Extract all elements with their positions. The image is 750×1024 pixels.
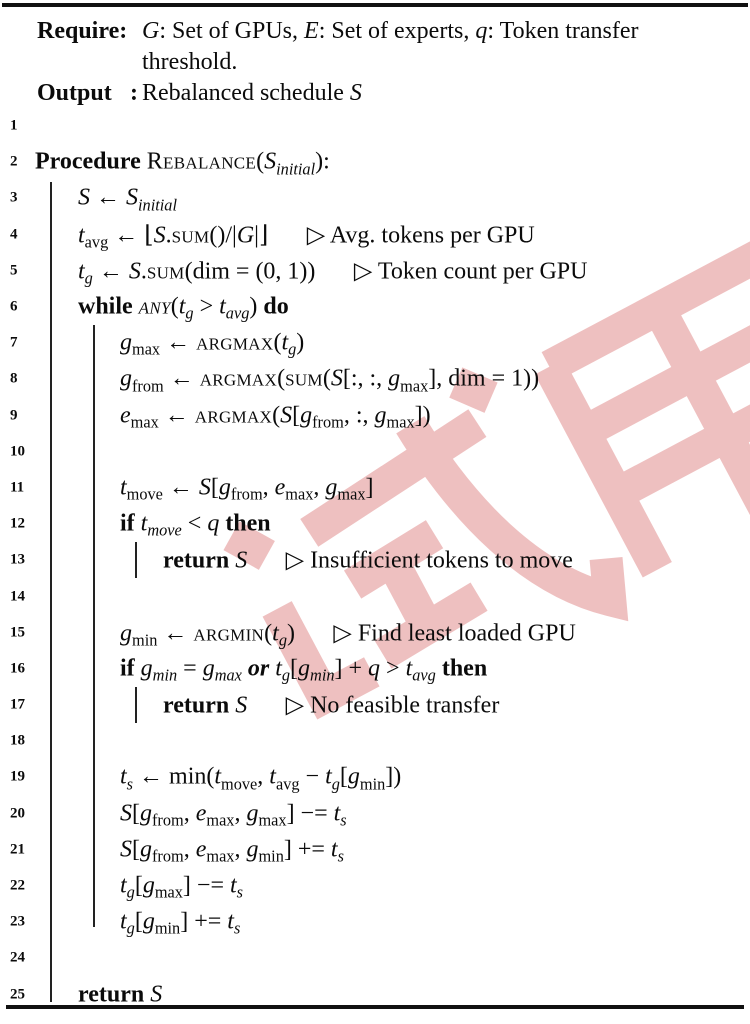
line-content [35, 149, 330, 176]
line-content [120, 330, 304, 357]
code-token: [ [339, 763, 348, 790]
code-token: t [229, 872, 237, 899]
code-token: t [178, 293, 186, 320]
code-token: . [140, 258, 147, 285]
line-number: 22 [10, 877, 25, 894]
code-token: t [140, 510, 148, 537]
code-token: [ [134, 872, 143, 899]
algorithm-line [0, 687, 750, 723]
code-token: t [330, 836, 338, 863]
code-token: t [333, 800, 341, 827]
line-number: 17 [10, 696, 25, 713]
code-token: return [163, 547, 236, 574]
code-token: min [359, 774, 386, 794]
code-token: max [285, 484, 314, 504]
algorithm-line [0, 325, 750, 361]
code-token: g [126, 918, 135, 938]
inline-comment: ▷ Avg. tokens per GPU [306, 222, 535, 249]
code-token: [ [210, 474, 219, 501]
code-token: g [374, 402, 387, 429]
code-token: t [272, 620, 279, 647]
line-number: 23 [10, 913, 25, 930]
code-token: argmax [199, 365, 278, 392]
algorithm-line [0, 180, 750, 216]
algorithm-line [0, 977, 750, 1013]
code-token: S [235, 547, 248, 574]
line-content [120, 800, 347, 830]
code-token: > [380, 655, 406, 682]
code-token: g [142, 908, 155, 935]
line-number: 24 [10, 949, 25, 966]
code-token: from [312, 412, 344, 432]
inline-comment: ▷ Token count per GPU [353, 258, 588, 285]
code-token: g [298, 655, 311, 682]
code-token: , [257, 763, 270, 790]
code-token: [ [290, 655, 299, 682]
algorithm-line [0, 434, 750, 470]
code-token: g [246, 836, 259, 863]
algorithm-line [0, 759, 750, 795]
code-token: : Token transfer threshold. [142, 18, 639, 75]
line-content [120, 618, 576, 650]
line-content [120, 365, 540, 396]
code-token: , [234, 800, 247, 827]
line-number: 14 [10, 588, 25, 605]
code-token: g [331, 774, 340, 794]
line-number: 16 [10, 660, 25, 677]
code-token: S [330, 365, 343, 392]
code-token: g [278, 630, 287, 650]
line-content [78, 981, 162, 1008]
algorithm-line [0, 506, 750, 542]
code-token: avg [84, 232, 109, 252]
code-token: ) [249, 293, 264, 320]
line-content [78, 220, 535, 252]
code-token: max [386, 412, 415, 432]
output-content [142, 78, 647, 109]
algorithm-line [0, 398, 750, 434]
code-token: g [281, 665, 291, 685]
code-token: if [120, 655, 141, 682]
code-token: . [165, 222, 172, 249]
code-token: q [368, 655, 381, 682]
algorithm-line [0, 940, 750, 976]
code-token: Rebalance [146, 148, 257, 175]
algorithm-line [0, 832, 750, 868]
code-token: ← [157, 620, 194, 647]
code-token: max [206, 810, 235, 830]
code-token: max [206, 846, 235, 866]
code-token: ( [273, 329, 282, 356]
code-token: t [120, 908, 127, 935]
code-token: if [120, 510, 141, 537]
code-token: ( [277, 365, 286, 392]
code-token: t [281, 329, 289, 356]
code-token: e [120, 402, 131, 429]
code-token: g [140, 836, 152, 863]
code-token: any [138, 293, 171, 320]
line-content [78, 184, 177, 215]
algorithm-line [0, 253, 750, 289]
code-token: g [120, 365, 132, 392]
code-token: return [163, 692, 236, 719]
code-token: from [152, 846, 184, 866]
code-token: from [230, 484, 263, 504]
line-content [120, 511, 271, 538]
code-token: [ [132, 800, 140, 827]
code-token: g [140, 800, 152, 827]
line-number: 5 [10, 262, 18, 279]
code-token: : Set of GPUs, [159, 18, 305, 44]
code-token: − [299, 763, 326, 790]
code-token: return [78, 981, 151, 1008]
line-number: 12 [10, 515, 25, 532]
code-token: argmax [194, 402, 273, 429]
code-token: or [241, 655, 276, 682]
line-number: 6 [10, 298, 18, 315]
code-token: g [388, 365, 401, 392]
code-token: > [193, 293, 220, 320]
code-token: ): [315, 148, 330, 175]
code-token: ← [162, 474, 199, 501]
code-token: argmin [193, 620, 265, 647]
code-token: ] −= [182, 872, 230, 899]
inline-comment: ▷ Find least loaded GPU [333, 620, 576, 647]
line-number: 9 [10, 407, 18, 424]
code-token: avg [275, 774, 300, 794]
code-token: : Set of experts, [318, 18, 476, 44]
algorithm-line [0, 723, 750, 759]
code-token: from [132, 376, 164, 396]
code-token: min [310, 665, 335, 685]
output-label: Output : [37, 80, 138, 106]
code-token: ← [92, 258, 129, 285]
code-token: ) [296, 329, 305, 356]
inline-comment: ▷ Insufficient tokens to move [285, 547, 573, 574]
algorithm-line [0, 615, 750, 651]
code-token: g [120, 329, 132, 356]
code-token: [ [132, 836, 140, 863]
code-token: ]) [414, 402, 431, 429]
line-number: 21 [10, 841, 25, 858]
line-number: 7 [10, 334, 18, 351]
code-token: max [154, 882, 183, 902]
code-token: max [337, 484, 366, 504]
code-token: ] −= [286, 800, 334, 827]
line-content [120, 873, 243, 900]
algorithm-line [0, 542, 750, 578]
algorithm-header [37, 16, 713, 109]
inline-comment: ▷ No feasible transfer [285, 692, 500, 719]
code-token: from [152, 810, 184, 830]
code-token: S [150, 981, 163, 1008]
line-number: 10 [10, 443, 25, 460]
code-token: [:, :, [342, 365, 389, 392]
code-token: min [154, 918, 181, 938]
line-number: 11 [10, 479, 25, 496]
code-token: avg [225, 303, 250, 323]
algorithm-line [0, 289, 750, 325]
code-token: , [183, 800, 196, 827]
code-token: S [128, 258, 141, 285]
algorithm-line [0, 108, 750, 144]
code-token: , [313, 474, 326, 501]
code-token: g [202, 655, 215, 682]
code-token: t [78, 258, 85, 285]
code-token: t [120, 872, 127, 899]
line-content [120, 763, 402, 794]
algorithm-line [0, 796, 750, 832]
code-token: G [236, 222, 255, 249]
code-token: initial [138, 195, 177, 215]
code-token: [ [134, 908, 143, 935]
line-content [163, 691, 499, 720]
code-token: g [347, 763, 360, 790]
code-token: e [195, 836, 207, 863]
line-content [120, 909, 240, 936]
line-number: 8 [10, 370, 18, 387]
algorithm-line [0, 144, 750, 180]
code-token: max [130, 412, 159, 432]
line-content [163, 546, 573, 575]
line-number: 15 [10, 624, 25, 641]
algorithm-line [0, 651, 750, 687]
code-token: ( [272, 402, 281, 429]
code-token: ] [365, 474, 374, 501]
algorithm-line [0, 904, 750, 940]
algorithm-line [0, 868, 750, 904]
top-rule [2, 3, 748, 7]
code-token: ( [256, 148, 265, 175]
code-token: Procedure [35, 148, 147, 175]
code-token: then [441, 655, 488, 682]
code-token: max [400, 376, 429, 396]
line-number: 25 [10, 986, 25, 1003]
require-row [37, 16, 713, 78]
code-token: min [258, 846, 284, 866]
code-token: S [349, 80, 362, 106]
line-number: 2 [10, 153, 18, 170]
code-token: move [126, 484, 163, 504]
require-content [142, 16, 647, 78]
code-token: max [258, 810, 287, 830]
code-token: g [246, 800, 259, 827]
code-token: ← [160, 329, 197, 356]
code-token: g [142, 872, 155, 899]
code-token: initial [276, 159, 316, 178]
line-number: 19 [10, 768, 25, 785]
line-content [120, 402, 431, 432]
code-token: < [181, 510, 208, 537]
algorithm-line [0, 217, 750, 253]
code-token: ← [163, 365, 200, 392]
code-token: Rebalanced schedule [142, 80, 350, 106]
code-token: q [475, 18, 488, 44]
code-token: ( [322, 365, 331, 392]
code-token: ] + [334, 655, 369, 682]
code-token: S [78, 184, 90, 211]
line-content [120, 655, 488, 685]
algorithm-line [0, 470, 750, 506]
code-token: move [221, 774, 258, 794]
code-token: |⌋ [254, 222, 269, 249]
code-token: avg [412, 665, 436, 685]
code-token: t [219, 293, 226, 320]
line-number: 13 [10, 551, 25, 568]
code-token: S [280, 402, 293, 429]
algorithm-line [0, 361, 750, 397]
code-token: sum [171, 222, 210, 249]
code-token: S [120, 836, 132, 863]
code-token: ] += [180, 908, 228, 935]
code-token: max [132, 339, 161, 359]
code-token: g [218, 474, 231, 501]
code-token: t [325, 763, 332, 790]
algorithm-lines [0, 108, 750, 1013]
code-token: g [300, 402, 313, 429]
line-content [78, 256, 588, 288]
code-token: s [337, 846, 344, 866]
code-token: t [214, 763, 222, 790]
code-token: g [288, 339, 297, 359]
line-content [78, 294, 289, 321]
code-token: s [340, 810, 347, 830]
code-token: t [78, 222, 85, 249]
code-token: ( [170, 293, 179, 320]
line-number: 18 [10, 732, 25, 749]
code-token: ← [158, 402, 195, 429]
code-token: S [126, 184, 138, 211]
code-token: max [214, 665, 242, 685]
code-token: while [78, 293, 139, 320]
code-token: e [274, 474, 286, 501]
code-token: , [183, 836, 196, 863]
line-content [120, 836, 344, 866]
code-token: t [227, 908, 234, 935]
code-token: g [126, 882, 135, 902]
code-token: = [177, 655, 203, 682]
code-token: g [140, 655, 153, 682]
code-token: t [405, 655, 413, 682]
line-number: 1 [10, 117, 18, 134]
code-token: S [153, 222, 166, 249]
code-token: t [269, 763, 276, 790]
code-token: g [325, 474, 338, 501]
code-token: s [233, 918, 241, 938]
code-token: argmax [196, 329, 274, 356]
code-token: min [152, 665, 178, 685]
code-token: , [262, 474, 275, 501]
code-token: S [235, 692, 248, 719]
code-token: move [147, 520, 182, 540]
code-token: G [142, 18, 160, 44]
code-token: (dim = (0, 1)) [184, 258, 316, 285]
code-token: S [198, 474, 211, 501]
code-token: then [225, 510, 271, 537]
code-token: E [304, 18, 319, 44]
code-token: ], dim = 1)) [428, 365, 540, 392]
line-number: 20 [10, 805, 25, 822]
code-token: S [264, 148, 277, 175]
code-token: sum [285, 365, 323, 392]
code-token: s [236, 882, 244, 902]
code-token: do [263, 293, 289, 320]
code-token: ← min( [133, 763, 215, 790]
code-token: q [207, 510, 220, 537]
code-token: ← ⌊ [108, 222, 154, 249]
code-token: ← [90, 184, 126, 211]
line-content [120, 474, 374, 504]
code-token: ] += [283, 836, 331, 863]
code-token: , [234, 836, 247, 863]
code-token: t [120, 474, 127, 501]
code-token: ( [264, 620, 273, 647]
code-token: t [275, 655, 282, 682]
code-token: s [126, 774, 134, 794]
code-token: ) [286, 620, 295, 647]
line-number: 4 [10, 226, 18, 243]
output-row [37, 78, 713, 109]
code-token: [ [292, 402, 301, 429]
require-label: Require: [37, 18, 128, 44]
line-number: 3 [10, 189, 18, 206]
code-token: S [120, 800, 132, 827]
code-token: sum [146, 258, 185, 285]
code-token: g [84, 268, 93, 288]
code-token: min [132, 630, 158, 650]
code-token: g [185, 303, 194, 323]
code-token: ]) [385, 763, 402, 790]
code-token: , :, [343, 402, 375, 429]
code-token: g [120, 620, 132, 647]
code-token: ()/| [209, 222, 237, 249]
code-token: t [120, 763, 127, 790]
algorithm-line [0, 578, 750, 614]
code-token: e [195, 800, 207, 827]
